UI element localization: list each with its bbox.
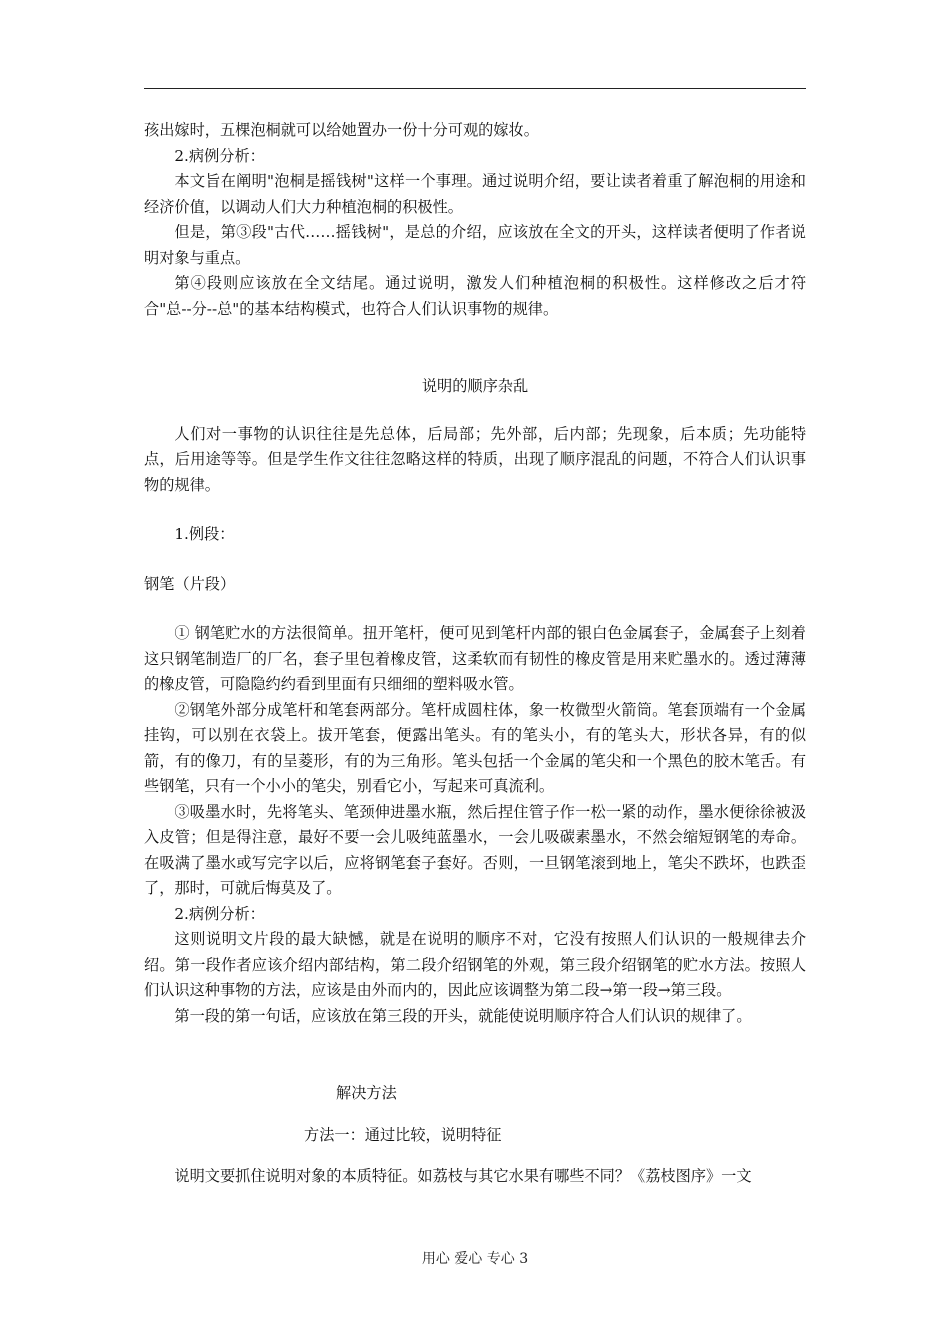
solution-title: 解决方法 [336,1084,397,1102]
example-paragraph: ③吸墨水时，先将笔头、笔颈伸进墨水瓶，然后捏住管子作一松一紧的动作，墨水便徐徐被汲入皮管；但是得注意，最好不要一会儿吸纯蓝墨水，一会儿吸碳素墨水，不然会缩短钢笔的寿命。在吸满了墨水或写完字以后，应将钢笔套子套好。否则，一旦钢笔滚到地上，笔尖不跌坏，也跌歪了，那时，可就后悔莫及了。 [144,802,806,897]
section-title: 说明的顺序杂乱 [421,377,529,395]
example-label: 1.例段： [174,525,235,543]
header-rule [144,88,806,89]
document-body [144,118,806,1190]
paragraph: 孩出嫁时，五棵泡桐就可以给她置办一份十分可观的嫁妆。 [144,121,539,139]
analysis-label: 2.病例分析： [174,904,265,923]
intro-paragraph: 人们对一事物的认识往往是先总体，后局部；先外部，后内部；先现象，后本质；先功能特点，后用途等等。但是学生作文往往忽略这样的特质，出现了顺序混乱的问题，不符合人们认识事物的规律。 [144,424,806,494]
paragraph: 但是，第③段"古代……摇钱树"，是总的介绍，应该放在全文的开头，这样读者便明了作者说明对象与重点。 [144,223,806,267]
analysis-label-top: 2.病例分析： [174,146,265,165]
paragraph: 本文旨在阐明"泡桐是摇钱树"这样一个事理。通过说明介绍，要让读者着重了解泡桐的用途和经济价值，以调动人们大力种植泡桐的积极性。 [144,172,806,216]
example-paragraph: ②钢笔外部分成笔杆和笔套两部分。笔杆成圆柱体，象一枚微型火箭筒。笔套顶端有一个金属挂钩，可以别在衣袋上。拔开笔套，便露出笔头。有的笔头小，有的笔头大，形状各异，有的似箭，有的像刀，有的呈菱形，有的为三角形。笔头包括一个金属的笔尖和一个黑色的胶木笔舌。有些钢笔，只有一个小小的笔尖，别看它小，写起来可真流利。 [144,700,806,795]
analysis-paragraph: 这则说明文片段的最大缺憾，就是在说明的顺序不对，它没有按照人们认识的一般规律去介绍。第一段作者应该介绍内部结构，第二段介绍钢笔的外观，第三段介绍钢笔的贮水方法。按照人们认识这种事物的方法，应该是由外而内的，因此应该调整为第二段→第一段→第三段。 [144,930,806,999]
page-footer: 用心 爱心 专心 3 [421,1251,529,1267]
analysis-paragraph: 第一段的第一句话，应该放在第三段的开头，就能使说明顺序符合人们认识的规律了。 [174,1006,752,1025]
example-paragraph: ① 钢笔贮水的方法很简单。扭开笔杆，便可见到笔杆内部的银白色金属套子，金属套子上刻着这只钢笔制造厂的厂名，套子里包着橡皮管，这柔软而有韧性的橡皮管是用来贮墨水的。透过薄薄的橡皮管，可隐隐约约看到里面有只细细的塑料吸水管。 [144,624,806,693]
paragraph: 第④段则应该放在全文结尾。通过说明，激发人们种植泡桐的积极性。这样修改之后才符合"总--分--总"的基本结构模式，也符合人们认识事物的规律。 [144,274,806,318]
method-title: 方法一：通过比较，说明特征 [304,1125,502,1144]
method-paragraph: 说明文要抓住说明对象的本质特征。如荔枝与其它水果有哪些不同？《荔枝图序》一文 [174,1167,752,1185]
example-title: 钢笔（片段） [144,574,236,593]
